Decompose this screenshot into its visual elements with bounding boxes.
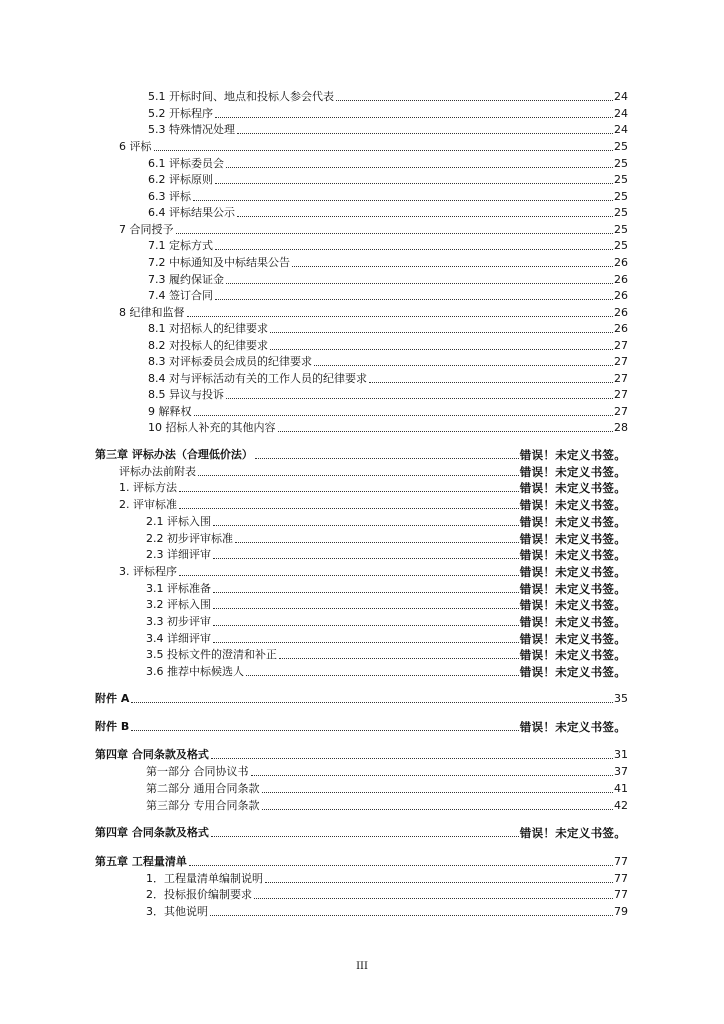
- toc-label: 7.3 履约保证金: [148, 273, 224, 286]
- toc-label: 附件 A: [95, 692, 130, 705]
- toc-entry[interactable]: [146, 763, 628, 779]
- dot-leader: [176, 233, 614, 234]
- toc-label: 5.3 特殊情况处理: [148, 123, 235, 136]
- toc-entry[interactable]: [95, 824, 626, 840]
- dot-leader: [213, 608, 519, 609]
- toc-label: 2.3 详细评审: [146, 548, 211, 561]
- toc-page: 27: [614, 355, 628, 368]
- toc-page: 41: [614, 782, 628, 795]
- toc-page: 25: [614, 173, 628, 186]
- toc-entry[interactable]: [146, 530, 626, 546]
- dot-leader: [131, 702, 613, 703]
- toc-entry[interactable]: [95, 690, 628, 706]
- toc-page: 27: [614, 405, 628, 418]
- dot-leader: [154, 150, 614, 151]
- toc-page: 26: [614, 306, 628, 319]
- toc-entry[interactable]: [146, 630, 626, 646]
- toc-label: 3.6 推荐中标候选人: [146, 665, 244, 678]
- toc-entry[interactable]: [95, 853, 628, 869]
- dot-leader: [265, 882, 613, 883]
- dot-leader: [213, 525, 519, 526]
- toc-entry[interactable]: [146, 546, 626, 562]
- toc-entry[interactable]: [148, 105, 628, 121]
- dot-leader: [213, 558, 519, 559]
- toc-entry[interactable]: [146, 580, 626, 596]
- dot-leader: [198, 475, 519, 476]
- dot-leader: [292, 266, 613, 267]
- toc-entry[interactable]: [148, 155, 628, 171]
- toc-entry[interactable]: [119, 563, 626, 579]
- toc-entry[interactable]: [119, 138, 628, 154]
- toc-page: 错误！未定义书签。: [519, 498, 626, 512]
- dot-leader: [193, 200, 613, 201]
- toc-entry[interactable]: [148, 320, 628, 336]
- toc-entry[interactable]: [146, 513, 626, 529]
- toc-page: 错误！未定义书签。: [519, 565, 626, 579]
- toc-page: 24: [614, 123, 628, 136]
- toc-page: 42: [614, 799, 628, 812]
- dot-leader: [270, 332, 613, 333]
- toc-label: 2.1 评标入围: [146, 515, 211, 528]
- toc-page: 错误！未定义书签。: [519, 465, 626, 479]
- toc-label: 2.2 初步评审标准: [146, 532, 233, 545]
- toc-entry[interactable]: [148, 386, 628, 402]
- toc-label: 1．工程量清单编制说明: [146, 872, 263, 885]
- toc-label: 第五章 工程量清单: [95, 855, 187, 868]
- toc-page: 错误！未定义书签。: [519, 481, 626, 495]
- toc-entry[interactable]: [148, 271, 628, 287]
- toc-page: 35: [614, 692, 628, 705]
- toc-label: 8.1 对招标人的纪律要求: [148, 322, 268, 335]
- toc-label: 7.1 定标方式: [148, 239, 213, 252]
- toc-page: 错误！未定义书签。: [519, 598, 626, 612]
- toc-label: 1. 评标方法: [119, 481, 177, 494]
- toc-entry[interactable]: [146, 903, 628, 919]
- dot-leader: [194, 415, 614, 416]
- toc-page: 77: [614, 855, 628, 868]
- dot-leader: [251, 775, 614, 776]
- toc-page: 25: [614, 206, 628, 219]
- toc-page: 77: [614, 888, 628, 901]
- toc-label: 8.2 对投标人的纪律要求: [148, 339, 268, 352]
- toc-label: 3.1 评标准备: [146, 582, 211, 595]
- toc-entry[interactable]: [119, 221, 628, 237]
- dot-leader: [278, 431, 614, 432]
- dot-leader: [314, 365, 613, 366]
- dot-leader: [254, 898, 613, 899]
- toc-entry[interactable]: [148, 88, 628, 104]
- toc-label: 9 解释权: [148, 405, 192, 418]
- toc-entry[interactable]: [148, 403, 628, 419]
- toc-label: 6.3 评标: [148, 190, 191, 203]
- toc-entry[interactable]: [146, 797, 628, 813]
- toc-entry[interactable]: [148, 121, 628, 137]
- dot-leader: [131, 730, 519, 731]
- toc-page: 37: [614, 765, 628, 778]
- toc-entry[interactable]: [119, 496, 626, 512]
- dot-leader: [179, 508, 519, 509]
- toc-entry[interactable]: [148, 337, 628, 353]
- toc-page: 27: [614, 339, 628, 352]
- toc-page: 错误！未定义书签。: [519, 720, 626, 734]
- toc-label: 6 评标: [119, 140, 152, 153]
- dot-leader: [187, 316, 614, 317]
- dot-leader: [226, 283, 613, 284]
- toc-label: 评标办法前附表: [119, 465, 196, 478]
- toc-label: 8.4 对与评标活动有关的工作人员的纪律要求: [148, 372, 367, 385]
- dot-leader: [213, 642, 519, 643]
- toc-label: 7.2 中标通知及中标结果公告: [148, 256, 290, 269]
- toc-label: 2. 评审标准: [119, 498, 177, 511]
- toc-entry[interactable]: [146, 646, 626, 662]
- dot-leader: [369, 382, 613, 383]
- toc-page: 24: [614, 90, 628, 103]
- dot-leader: [237, 133, 613, 134]
- dot-leader: [210, 915, 613, 916]
- toc-label: 第四章 合同条款及格式: [95, 826, 209, 839]
- toc-entry[interactable]: [146, 613, 626, 629]
- toc-page: 错误！未定义书签。: [519, 515, 626, 529]
- dot-leader: [279, 658, 519, 659]
- toc-page: 25: [614, 157, 628, 170]
- toc-entry[interactable]: [148, 204, 628, 220]
- toc-page: 25: [614, 223, 628, 236]
- toc-label: 第三部分 专用合同条款: [146, 799, 260, 812]
- toc-label: 第一部分 合同协议书: [146, 765, 249, 778]
- toc-label: 5.2 开标程序: [148, 107, 213, 120]
- toc-entry[interactable]: [148, 419, 628, 435]
- toc-label: 3. 评标程序: [119, 565, 177, 578]
- toc-page: 25: [614, 190, 628, 203]
- dot-leader: [262, 809, 614, 810]
- toc-label: 第二部分 通用合同条款: [146, 782, 260, 795]
- toc-page: 错误！未定义书签。: [519, 548, 626, 562]
- toc-page: 77: [614, 872, 628, 885]
- toc-entry[interactable]: [95, 718, 626, 734]
- toc-entry[interactable]: [148, 353, 628, 369]
- toc-page: 错误！未定义书签。: [519, 826, 626, 840]
- toc-page: 26: [614, 322, 628, 335]
- toc-label: 8.5 异议与投诉: [148, 388, 224, 401]
- toc-label: 7.4 签订合同: [148, 289, 213, 302]
- toc-entry[interactable]: [148, 171, 628, 187]
- dot-leader: [179, 575, 519, 576]
- toc-page: 27: [614, 372, 628, 385]
- toc-label: 附件 B: [95, 720, 130, 733]
- dot-leader: [270, 349, 613, 350]
- toc-entry[interactable]: [148, 188, 628, 204]
- toc-label: 3.4 详细评审: [146, 632, 211, 645]
- toc-entry[interactable]: [119, 479, 626, 495]
- toc-entry[interactable]: [146, 870, 628, 886]
- toc-page: 31: [614, 748, 628, 761]
- dot-leader: [215, 183, 613, 184]
- dot-leader: [262, 792, 614, 793]
- toc-page: 错误！未定义书签。: [519, 665, 626, 679]
- toc-label: 第三章 评标办法（合理低价法）: [95, 448, 253, 461]
- toc-label: 6.1 评标委员会: [148, 157, 224, 170]
- toc-page: 错误！未定义书签。: [519, 448, 626, 462]
- toc-label: 6.4 评标结果公示: [148, 206, 235, 219]
- toc-label: 8 纪律和监督: [119, 306, 185, 319]
- toc-label: 3.2 评标入围: [146, 598, 211, 611]
- dot-leader: [213, 592, 519, 593]
- toc-entry[interactable]: [148, 254, 628, 270]
- toc-entry[interactable]: [148, 287, 628, 303]
- dot-leader: [226, 167, 613, 168]
- toc-label: 10 招标人补充的其他内容: [148, 421, 276, 434]
- toc-page: 错误！未定义书签。: [519, 532, 626, 546]
- page-number: III: [356, 961, 368, 972]
- dot-leader: [179, 491, 519, 492]
- toc-entry[interactable]: [95, 746, 628, 762]
- toc-page: 错误！未定义书签。: [519, 648, 626, 662]
- toc-page: 24: [614, 107, 628, 120]
- dot-leader: [189, 865, 613, 866]
- toc-label: 6.2 评标原则: [148, 173, 213, 186]
- toc-label: 3.3 初步评审: [146, 615, 211, 628]
- toc-entry[interactable]: [119, 304, 628, 320]
- toc-page: 26: [614, 256, 628, 269]
- toc-page: 25: [614, 239, 628, 252]
- dot-leader: [215, 117, 613, 118]
- toc-label: 3.5 投标文件的澄清和补正: [146, 648, 277, 661]
- dot-leader: [211, 758, 613, 759]
- toc-page: 错误！未定义书签。: [519, 632, 626, 646]
- dot-leader: [226, 398, 613, 399]
- dot-leader: [246, 675, 519, 676]
- toc-entry[interactable]: [146, 886, 628, 902]
- toc-entry[interactable]: [148, 370, 628, 386]
- toc-entry[interactable]: [146, 663, 626, 679]
- toc-label: 5.1 开标时间、地点和投标人参会代表: [148, 90, 334, 103]
- toc-label: 8.3 对评标委员会成员的纪律要求: [148, 355, 312, 368]
- toc-page: 错误！未定义书签。: [519, 615, 626, 629]
- toc-entry[interactable]: [95, 446, 626, 462]
- dot-leader: [215, 249, 613, 250]
- toc-page: 26: [614, 273, 628, 286]
- toc-label: 第四章 合同条款及格式: [95, 748, 209, 761]
- toc-page: 25: [614, 140, 628, 153]
- toc-label: 7 合同授予: [119, 223, 174, 236]
- toc-entry[interactable]: [119, 463, 626, 479]
- toc-entry[interactable]: [146, 780, 628, 796]
- toc-page: 26: [614, 289, 628, 302]
- dot-leader: [255, 458, 519, 459]
- toc-entry[interactable]: [146, 596, 626, 612]
- toc-entry[interactable]: [148, 237, 628, 253]
- toc-page: 79: [614, 905, 628, 918]
- dot-leader: [237, 216, 613, 217]
- toc-page: 27: [614, 388, 628, 401]
- toc-label: 2．投标报价编制要求: [146, 888, 252, 901]
- dot-leader: [211, 836, 519, 837]
- dot-leader: [235, 542, 519, 543]
- toc-label: 3．其他说明: [146, 905, 208, 918]
- dot-leader: [215, 299, 613, 300]
- dot-leader: [213, 625, 519, 626]
- toc-page: 28: [614, 421, 628, 434]
- dot-leader: [336, 100, 613, 101]
- toc-page: 错误！未定义书签。: [519, 582, 626, 596]
